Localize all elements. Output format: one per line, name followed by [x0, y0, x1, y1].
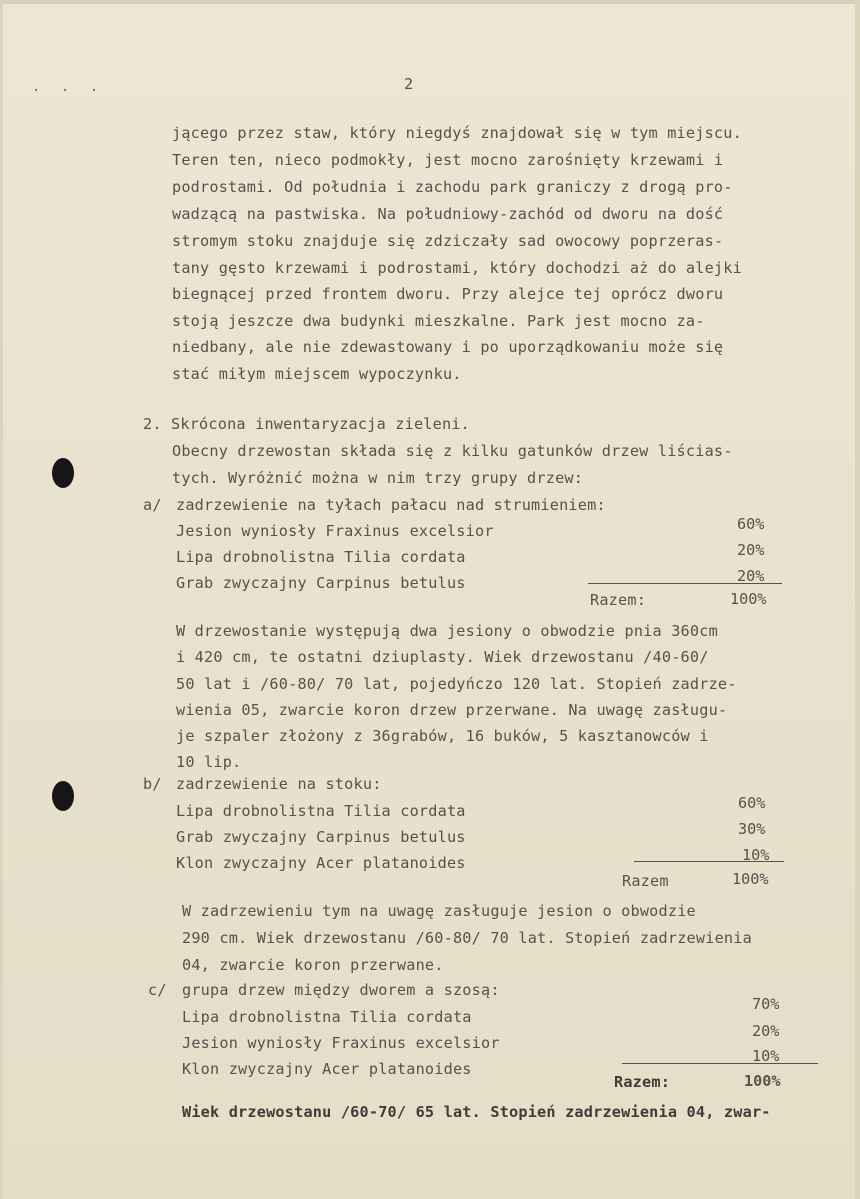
species-percent: 10% — [752, 1047, 780, 1065]
intro-line: niedbany, ale nie zdewastowany i po uporządkowaniu może się — [172, 338, 724, 356]
species-percent: 60% — [737, 515, 765, 533]
species-name: Jesion wyniosły Fraxinus excelsior — [176, 522, 494, 540]
total-label: Razem — [622, 872, 669, 890]
intro-line: stoją jeszcze dwa budynki mieszkalne. Park jest mocno za- — [172, 312, 705, 330]
sum-rule — [588, 583, 782, 584]
section-intro-line: tych. Wyróżnić można w nim trzy grupy drzew: — [172, 469, 584, 487]
species-percent: 70% — [752, 995, 780, 1013]
section-heading: 2. Skrócona inwentaryzacja zieleni. — [143, 415, 471, 433]
group-b-marker: b/ — [143, 775, 162, 793]
species-percent: 20% — [752, 1022, 780, 1040]
paper-right-edge — [855, 0, 860, 1199]
species-percent: 20% — [737, 567, 765, 585]
note-line: je szpaler złożony z 36grabów, 16 buków, 5 kasztanowców i — [176, 727, 709, 745]
intro-line: biegnącej przed frontem dworu. Przy alejce tej oprócz dworu — [172, 285, 724, 303]
note-line: 290 cm. Wiek drzewostanu /60-80/ 70 lat. Stopień zadrzewienia — [182, 929, 752, 947]
intro-line: tany gęsto krzewami i podrostami, który dochodzi aż do alejki — [172, 259, 742, 277]
species-name: Lipa drobnolistna Tilia cordata — [182, 1008, 472, 1026]
total-label: Razem: — [590, 591, 647, 609]
group-c-title: grupa drzew między dworem a szosą: — [182, 981, 500, 999]
note-line: i 420 cm, te ostatni dziuplasty. Wiek drzewostanu /40-60/ — [176, 648, 709, 666]
paper-left-edge — [0, 0, 3, 1199]
intro-line: stać miłym miejscem wypoczynku. — [172, 365, 462, 383]
note-line: 50 lat i /60-80/ 70 lat, pojedyńczo 120 lat. Stopień zadrze- — [176, 675, 737, 693]
page-number: 2 — [404, 75, 414, 93]
species-percent: 10% — [742, 846, 770, 864]
note-line: W zadrzewieniu tym na uwagę zasługuje jesion o obwodzie — [182, 902, 696, 920]
paper-top-edge — [0, 0, 860, 4]
note-line: 10 lip. — [176, 753, 242, 771]
total-value: 100% — [732, 870, 769, 888]
section-intro-line: Obecny drzewostan składa się z kilku gatunków drzew liścias- — [172, 442, 733, 460]
total-label: Razem: — [614, 1073, 671, 1091]
binder-hole-bottom — [52, 781, 74, 811]
intro-line: podrostami. Od południa i zachodu park graniczy z drogą pro- — [172, 178, 733, 196]
group-b-title: zadrzewienie na stoku: — [176, 775, 382, 793]
species-name: Klon zwyczajny Acer platanoides — [182, 1060, 472, 1078]
note-line: 04, zwarcie koron przerwane. — [182, 956, 444, 974]
species-percent: 60% — [738, 794, 766, 812]
species-name: Klon zwyczajny Acer platanoides — [176, 854, 466, 872]
species-name: Grab zwyczajny Carpinus betulus — [176, 828, 466, 846]
intro-line: wadzącą na pastwiska. Na południowy-zachód od dworu na dość — [172, 205, 724, 223]
intro-line: Teren ten, nieco podmokły, jest mocno zarośnięty krzewami i — [172, 151, 724, 169]
sum-rule — [622, 1063, 818, 1064]
margin-marks: · · · — [32, 83, 105, 99]
group-c-marker: c/ — [148, 981, 167, 999]
intro-line: stromym stoku znajduje się zdziczały sad owocowy poprzeras- — [172, 232, 724, 250]
total-value: 100% — [744, 1072, 781, 1090]
species-name: Grab zwyczajny Carpinus betulus — [176, 574, 466, 592]
species-percent: 30% — [738, 820, 766, 838]
group-a-marker: a/ — [143, 496, 162, 514]
note-line: W drzewostanie występują dwa jesiony o obwodzie pnia 360cm — [176, 622, 718, 640]
sum-rule — [634, 861, 784, 862]
note-line: wienia 05, zwarcie koron drzew przerwane. Na uwagę zasługu- — [176, 701, 728, 719]
species-name: Lipa drobnolistna Tilia cordata — [176, 802, 466, 820]
total-value: 100% — [730, 590, 767, 608]
species-percent: 20% — [737, 541, 765, 559]
note-line: Wiek drzewostanu /60-70/ 65 lat. Stopień zadrzewienia 04, zwar- — [182, 1103, 771, 1121]
binder-hole-top — [52, 458, 74, 488]
species-name: Jesion wyniosły Fraxinus excelsior — [182, 1034, 500, 1052]
species-name: Lipa drobnolistna Tilia cordata — [176, 548, 466, 566]
intro-line: jącego przez staw, który niegdyś znajdował się w tym miejscu. — [172, 124, 742, 142]
group-a-title: zadrzewienie na tyłach pałacu nad strumieniem: — [176, 496, 606, 514]
